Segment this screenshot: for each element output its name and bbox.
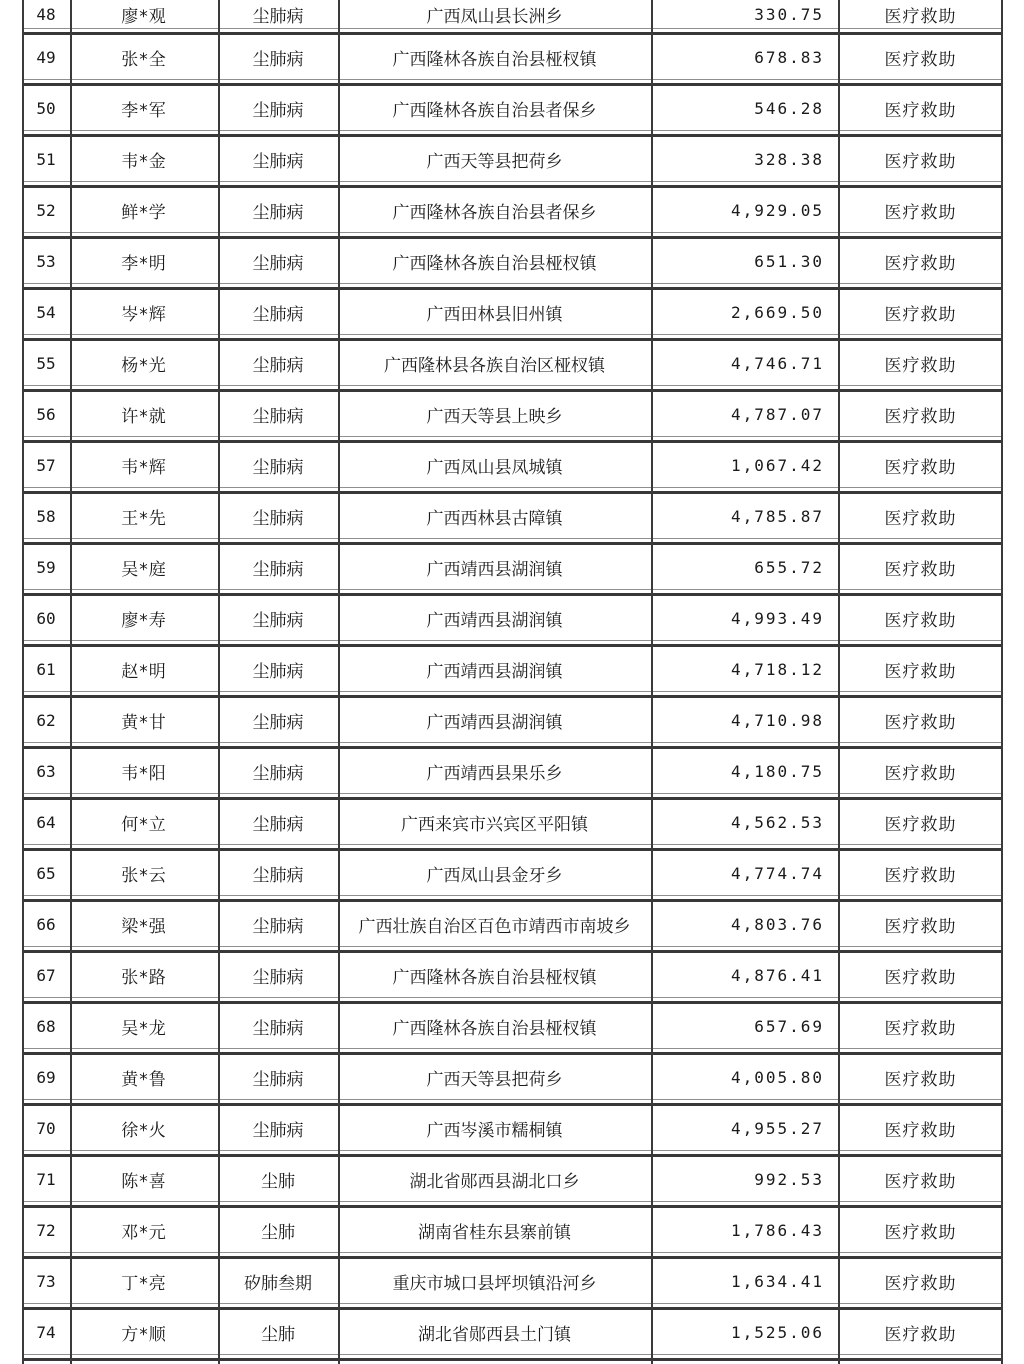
cell-location: 广西隆林各族自治县桠杈镇 xyxy=(392,49,597,70)
cell-aid: 医疗救助 xyxy=(884,1018,957,1039)
table-row xyxy=(22,287,1003,335)
cell-amount: 4,746.71 xyxy=(730,353,824,373)
cell-aid: 医疗救助 xyxy=(884,202,957,223)
column-divider-name-disease xyxy=(218,0,220,1364)
cell-row-number: 59 xyxy=(36,557,56,577)
cell-name: 丁*亮 xyxy=(121,1273,167,1294)
table-row xyxy=(22,746,1003,794)
cell-row-number: 67 xyxy=(36,965,56,985)
cell-aid: 医疗救助 xyxy=(884,559,957,580)
cell-row-number: 72 xyxy=(36,1220,56,1240)
table-row xyxy=(22,950,1003,998)
table-row xyxy=(22,644,1003,692)
cell-aid: 医疗救助 xyxy=(884,406,957,427)
cell-location: 广西凤山县长洲乡 xyxy=(426,6,563,27)
cell-name: 何*立 xyxy=(121,814,167,835)
column-divider-disease-location xyxy=(338,0,340,1364)
cell-aid: 医疗救助 xyxy=(884,1069,957,1090)
cell-aid: 医疗救助 xyxy=(884,253,957,274)
cell-disease: 尘肺病 xyxy=(252,406,304,427)
cell-location: 广西岑溪市糯桐镇 xyxy=(426,1120,563,1141)
cell-row-number: 65 xyxy=(36,863,56,883)
cell-disease: 尘肺病 xyxy=(252,508,304,529)
cell-amount: 4,785.87 xyxy=(730,506,824,526)
cell-location: 广西靖西县湖润镇 xyxy=(426,712,563,733)
cell-amount: 4,005.80 xyxy=(730,1067,824,1087)
cell-location: 广西西林县古障镇 xyxy=(426,508,563,529)
cell-aid: 医疗救助 xyxy=(884,1120,957,1141)
cell-row-number: 68 xyxy=(36,1016,56,1036)
cell-aid: 医疗救助 xyxy=(884,457,957,478)
table-row xyxy=(22,440,1003,488)
cell-name: 赵*明 xyxy=(121,661,167,682)
table-row xyxy=(22,695,1003,743)
cell-name: 陈*喜 xyxy=(121,1171,167,1192)
table-row xyxy=(22,0,1003,29)
cell-aid: 医疗救助 xyxy=(884,6,957,27)
cell-aid: 医疗救助 xyxy=(884,865,957,886)
cell-disease: 尘肺病 xyxy=(252,49,304,70)
cell-aid: 医疗救助 xyxy=(884,1222,957,1243)
cell-location: 广西靖西县湖润镇 xyxy=(426,661,563,682)
cell-amount: 4,180.75 xyxy=(730,761,824,781)
table-row xyxy=(22,338,1003,386)
cell-amount: 546.28 xyxy=(754,98,824,118)
cell-aid: 医疗救助 xyxy=(884,1171,957,1192)
cell-location: 广西隆林各族自治县桠杈镇 xyxy=(392,967,597,988)
cell-name: 李*军 xyxy=(121,100,167,121)
table-row xyxy=(22,899,1003,947)
cell-row-number: 54 xyxy=(36,302,56,322)
table-row xyxy=(22,1256,1003,1304)
cell-location: 广西田林县旧州镇 xyxy=(426,304,563,325)
cell-row-number: 70 xyxy=(36,1118,56,1138)
cell-location: 广西天等县上映乡 xyxy=(426,406,563,427)
cell-aid: 医疗救助 xyxy=(884,100,957,121)
cell-row-number: 55 xyxy=(36,353,56,373)
cell-disease: 尘肺病 xyxy=(252,712,304,733)
cell-amount: 657.69 xyxy=(754,1016,824,1036)
cell-name: 吴*庭 xyxy=(121,559,167,580)
cell-row-number: 63 xyxy=(36,761,56,781)
cell-name: 徐*火 xyxy=(121,1120,167,1141)
cell-amount: 328.38 xyxy=(754,149,824,169)
table-row xyxy=(22,83,1003,131)
cell-name: 邓*元 xyxy=(121,1222,167,1243)
cell-row-number: 73 xyxy=(36,1271,56,1291)
table-row xyxy=(22,185,1003,233)
cell-aid: 医疗救助 xyxy=(884,49,957,70)
cell-disease: 尘肺病 xyxy=(252,967,304,988)
cell-amount: 4,774.74 xyxy=(730,863,824,883)
cell-amount: 4,955.27 xyxy=(730,1118,824,1138)
cell-disease: 尘肺病 xyxy=(252,763,304,784)
cell-location: 湖北省郧西县湖北口乡 xyxy=(409,1171,580,1192)
cell-disease: 尘肺病 xyxy=(252,1120,304,1141)
cell-amount: 4,993.49 xyxy=(730,608,824,628)
cell-row-number: 62 xyxy=(36,710,56,730)
cell-amount: 651.30 xyxy=(754,251,824,271)
cell-amount: 4,562.53 xyxy=(730,812,824,832)
cell-row-number: 51 xyxy=(36,149,56,169)
cell-row-number: 50 xyxy=(36,98,56,118)
cell-name: 韦*辉 xyxy=(121,457,167,478)
cell-name: 杨*光 xyxy=(121,355,167,376)
cell-name: 方*顺 xyxy=(121,1324,167,1345)
cell-disease: 尘肺病 xyxy=(252,100,304,121)
cell-aid: 医疗救助 xyxy=(884,712,957,733)
cell-disease: 尘肺病 xyxy=(252,814,304,835)
cell-row-number: 58 xyxy=(36,506,56,526)
cell-name: 廖*寿 xyxy=(121,610,167,631)
table-row-partial xyxy=(22,1358,1003,1364)
cell-name: 张*云 xyxy=(121,865,167,886)
table-row xyxy=(22,848,1003,896)
cell-amount: 655.72 xyxy=(754,557,824,577)
table-border-right xyxy=(1001,0,1003,1364)
cell-amount: 4,787.07 xyxy=(730,404,824,424)
table-row xyxy=(22,1001,1003,1049)
cell-disease: 尘肺病 xyxy=(252,1018,304,1039)
cell-amount: 992.53 xyxy=(754,1169,824,1189)
cell-location: 广西天等县把荷乡 xyxy=(426,1069,563,1090)
cell-aid: 医疗救助 xyxy=(884,355,957,376)
cell-row-number: 71 xyxy=(36,1169,56,1189)
cell-location: 广西凤山县金牙乡 xyxy=(426,865,563,886)
cell-location: 广西隆林各族自治县者保乡 xyxy=(392,202,597,223)
table-row xyxy=(22,1103,1003,1151)
cell-aid: 医疗救助 xyxy=(884,304,957,325)
cell-location: 广西隆林县各族自治区桠杈镇 xyxy=(384,355,605,376)
cell-disease: 尘肺病 xyxy=(252,202,304,223)
cell-aid: 医疗救助 xyxy=(884,1324,957,1345)
table-row xyxy=(22,1307,1003,1355)
cell-disease: 尘肺病 xyxy=(252,916,304,937)
cell-row-number: 56 xyxy=(36,404,56,424)
table-row xyxy=(22,236,1003,284)
cell-name: 张*全 xyxy=(121,49,167,70)
column-divider-amount-aid xyxy=(838,0,840,1364)
table-row xyxy=(22,134,1003,182)
cell-location: 广西凤山县凤城镇 xyxy=(426,457,563,478)
cell-aid: 医疗救助 xyxy=(884,661,957,682)
column-divider-location-amount xyxy=(651,0,653,1364)
cell-location: 广西天等县把荷乡 xyxy=(426,151,563,172)
cell-name: 鲜*学 xyxy=(121,202,167,223)
cell-aid: 医疗救助 xyxy=(884,814,957,835)
cell-location: 湖北省郧西县土门镇 xyxy=(418,1324,571,1345)
cell-name: 梁*强 xyxy=(121,916,167,937)
cell-amount: 4,876.41 xyxy=(730,965,824,985)
table-row xyxy=(22,32,1003,80)
cell-name: 韦*金 xyxy=(121,151,167,172)
cell-amount: 2,669.50 xyxy=(730,302,824,322)
cell-row-number: 53 xyxy=(36,251,56,271)
table-row xyxy=(22,1205,1003,1253)
cell-amount: 1,067.42 xyxy=(730,455,824,475)
cell-location: 广西隆林各族自治县桠杈镇 xyxy=(392,1018,597,1039)
cell-disease: 尘肺 xyxy=(261,1171,295,1192)
cell-disease: 尘肺病 xyxy=(252,610,304,631)
cell-amount: 4,803.76 xyxy=(730,914,824,934)
cell-disease: 尘肺病 xyxy=(252,6,304,27)
cell-amount: 1,634.41 xyxy=(730,1271,824,1291)
cell-disease: 尘肺 xyxy=(261,1222,295,1243)
cell-row-number: 74 xyxy=(36,1322,56,1342)
table-row xyxy=(22,542,1003,590)
cell-disease: 尘肺病 xyxy=(252,355,304,376)
cell-location: 广西隆林各族自治县桠杈镇 xyxy=(392,253,597,274)
cell-name: 许*就 xyxy=(121,406,167,427)
cell-row-number: 48 xyxy=(36,4,56,24)
cell-amount: 4,929.05 xyxy=(730,200,824,220)
cell-aid: 医疗救助 xyxy=(884,610,957,631)
table-row xyxy=(22,1052,1003,1100)
cell-name: 黄*鲁 xyxy=(121,1069,167,1090)
cell-aid: 医疗救助 xyxy=(884,967,957,988)
cell-location: 广西壮族自治区百色市靖西市南坡乡 xyxy=(358,916,631,937)
cell-name: 黄*甘 xyxy=(121,712,167,733)
cell-row-number: 64 xyxy=(36,812,56,832)
cell-row-number: 66 xyxy=(36,914,56,934)
cell-location: 广西靖西县湖润镇 xyxy=(426,610,563,631)
cell-disease: 尘肺病 xyxy=(252,865,304,886)
cell-aid: 医疗救助 xyxy=(884,151,957,172)
cell-name: 李*明 xyxy=(121,253,167,274)
table-row xyxy=(22,797,1003,845)
cell-disease: 尘肺病 xyxy=(252,304,304,325)
cell-disease: 尘肺 xyxy=(261,1324,295,1345)
cell-disease: 尘肺病 xyxy=(252,457,304,478)
cell-location: 重庆市城口县坪坝镇沿河乡 xyxy=(392,1273,597,1294)
cell-location: 广西靖西县果乐乡 xyxy=(426,763,563,784)
cell-aid: 医疗救助 xyxy=(884,508,957,529)
cell-row-number: 61 xyxy=(36,659,56,679)
cell-disease: 尘肺病 xyxy=(252,661,304,682)
aid-table xyxy=(22,0,1003,1364)
cell-amount: 4,710.98 xyxy=(730,710,824,730)
table-row xyxy=(22,593,1003,641)
table-row xyxy=(22,491,1003,539)
cell-location: 广西隆林各族自治县者保乡 xyxy=(392,100,597,121)
cell-name: 王*先 xyxy=(121,508,167,529)
cell-disease: 尘肺病 xyxy=(252,1069,304,1090)
cell-amount: 330.75 xyxy=(754,4,824,24)
cell-amount: 4,718.12 xyxy=(730,659,824,679)
cell-name: 韦*阳 xyxy=(121,763,167,784)
cell-amount: 678.83 xyxy=(754,47,824,67)
cell-name: 吴*龙 xyxy=(121,1018,167,1039)
cell-name: 廖*观 xyxy=(121,6,167,27)
cell-aid: 医疗救助 xyxy=(884,916,957,937)
cell-name: 张*路 xyxy=(121,967,167,988)
table-border-left xyxy=(22,0,24,1364)
cell-disease: 尘肺病 xyxy=(252,151,304,172)
table-row xyxy=(22,1154,1003,1202)
cell-location: 广西靖西县湖润镇 xyxy=(426,559,563,580)
cell-disease: 尘肺病 xyxy=(252,253,304,274)
cell-row-number: 52 xyxy=(36,200,56,220)
column-divider-index-name xyxy=(70,0,72,1364)
table-body xyxy=(22,0,1003,1355)
cell-disease: 尘肺病 xyxy=(252,559,304,580)
cell-row-number: 57 xyxy=(36,455,56,475)
cell-disease: 矽肺叁期 xyxy=(244,1273,312,1294)
cell-aid: 医疗救助 xyxy=(884,763,957,784)
cell-row-number: 49 xyxy=(36,47,56,67)
cell-name: 岑*辉 xyxy=(121,304,167,325)
cell-amount: 1,525.06 xyxy=(730,1322,824,1342)
cell-amount: 1,786.43 xyxy=(730,1220,824,1240)
cell-location: 广西来宾市兴宾区平阳镇 xyxy=(401,814,588,835)
cell-location: 湖南省桂东县寨前镇 xyxy=(418,1222,571,1243)
cell-row-number: 60 xyxy=(36,608,56,628)
table-row xyxy=(22,389,1003,437)
cell-aid: 医疗救助 xyxy=(884,1273,957,1294)
cell-row-number: 69 xyxy=(36,1067,56,1087)
